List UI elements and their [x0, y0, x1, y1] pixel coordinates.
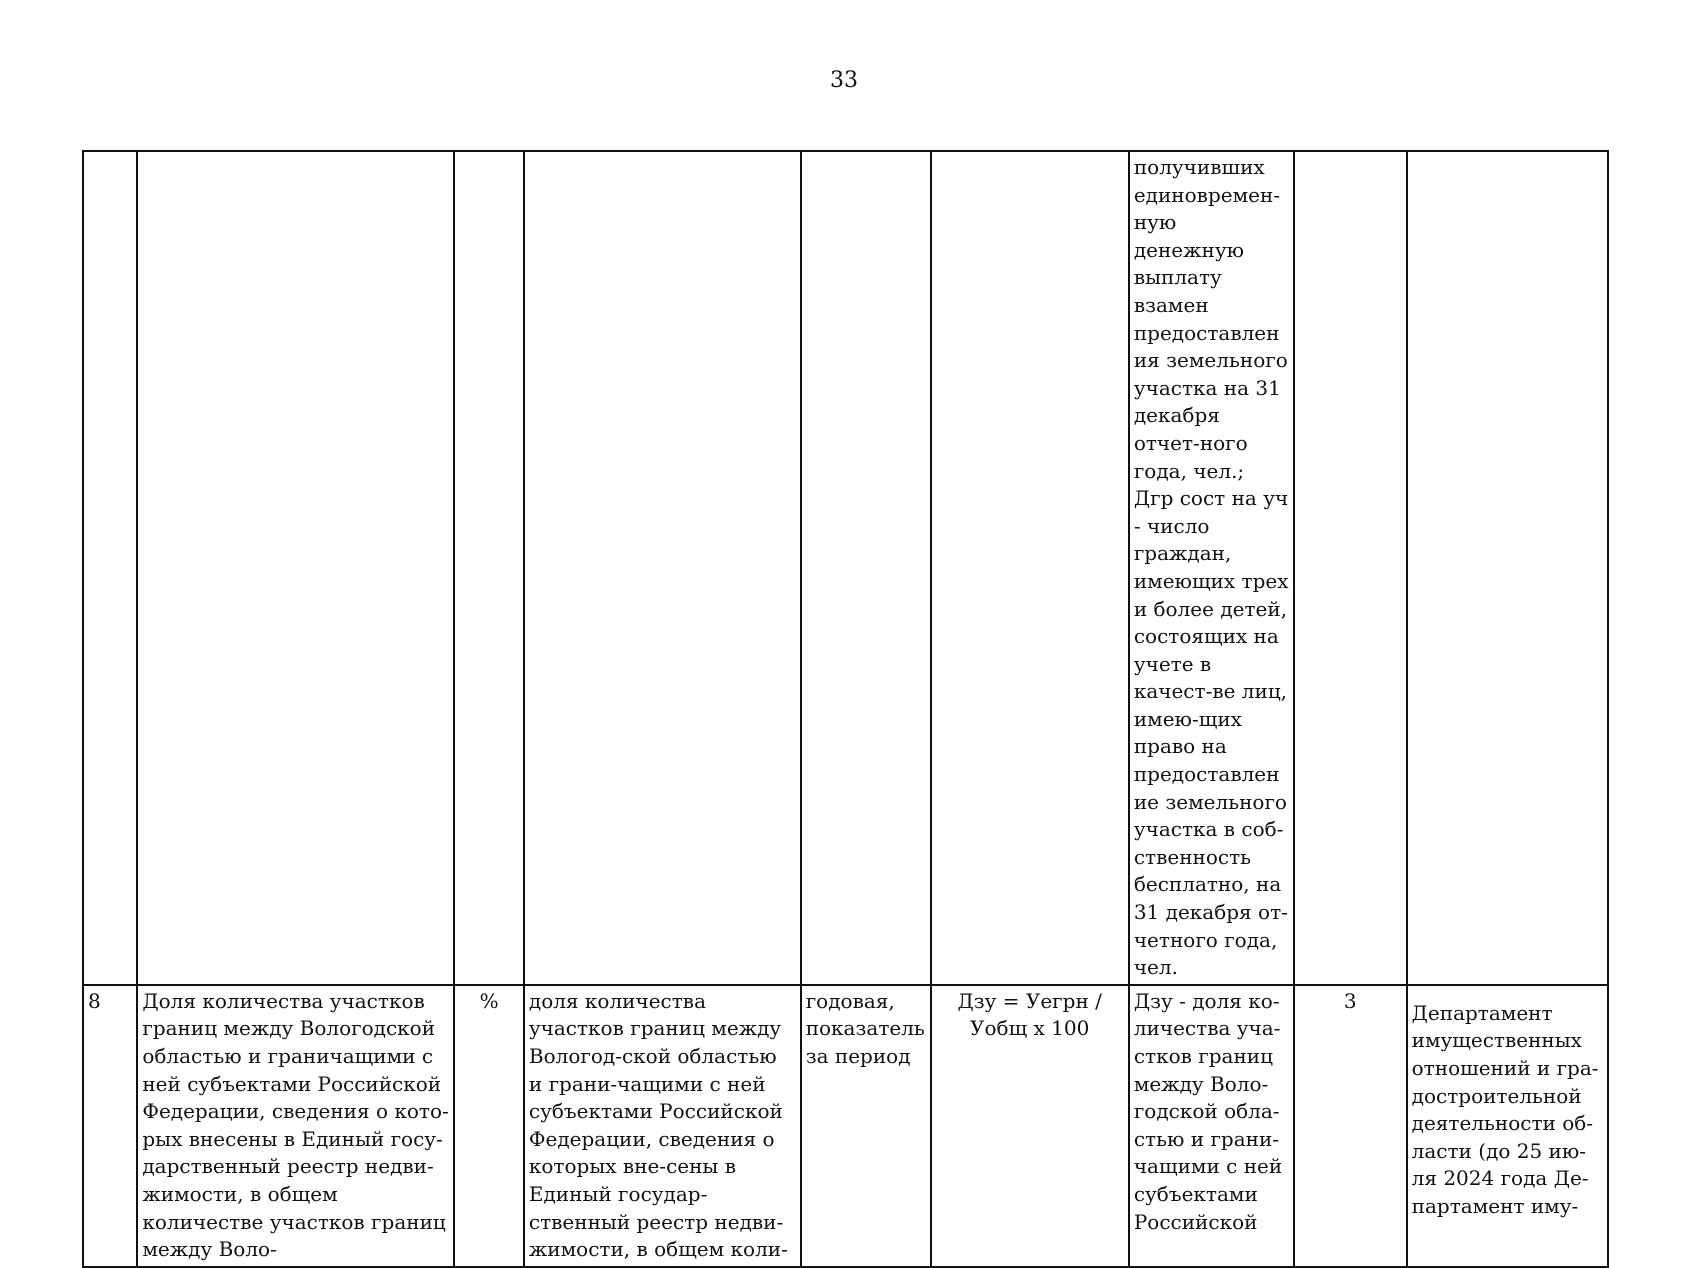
- formula-cell: [931, 151, 1129, 985]
- unit-cell: %: [454, 985, 523, 1267]
- definition-cell: доля количества участков границ между Вологод-ской областью и грани-чащими с ней субъектами Российской Федерации, сведения о которых вне-сены в Единый государ-ственный реестр недви-жимости, в общем коли-: [524, 985, 801, 1267]
- method-cell: 3: [1294, 985, 1407, 1267]
- variables-cell: Дзу - доля ко-личества уча-стков границ между Воло-годской обла-стью и грани-чащими с ней субъектами Российской: [1129, 985, 1294, 1267]
- unit-cell: [454, 151, 523, 985]
- periodicity-cell: годовая, показатель за период: [801, 985, 931, 1267]
- indicator-name-cell: [137, 151, 454, 985]
- indicator-name-cell: Доля количества участков границ между Вологодской областью и граничащими с ней субъектами Российской Федерации, сведения о кото-рых внесены в Единый госу-дарственный реестр недви-жимости, в общем количестве участков границ между Воло-: [137, 985, 454, 1267]
- page-number: 33: [830, 68, 858, 93]
- responsible-cell: [1407, 151, 1608, 985]
- indicator-table: [82, 150, 1609, 1268]
- row-number-cell: [83, 151, 137, 985]
- method-cell: [1294, 151, 1407, 985]
- row-number-cell: 8: [83, 985, 137, 1267]
- table-row: [83, 151, 1608, 985]
- table-row: [83, 985, 1608, 1267]
- variables-cell: получивших единовремен-ную денежную выплату взамен предоставления земельного участка на 31 декабря отчет-ного года, чел.; Дгр сост на уч - число граждан, имеющих трех и более детей, состоящих на учете в качест-ве лиц, имею-щих право на предоставление земельного участка в соб-ственность бесплатно, на 31 декабря от-четного года, чел.: [1129, 151, 1294, 985]
- responsible-cell: Департамент имущественных отношений и гра-достроительной деятельности об-ласти (до 25 ию-ля 2024 года Де-партамент иму-: [1407, 985, 1608, 1267]
- formula-cell: Дзу = Уегрн / Уобщ х 100: [931, 985, 1129, 1267]
- definition-cell: [524, 151, 801, 985]
- periodicity-cell: [801, 151, 931, 985]
